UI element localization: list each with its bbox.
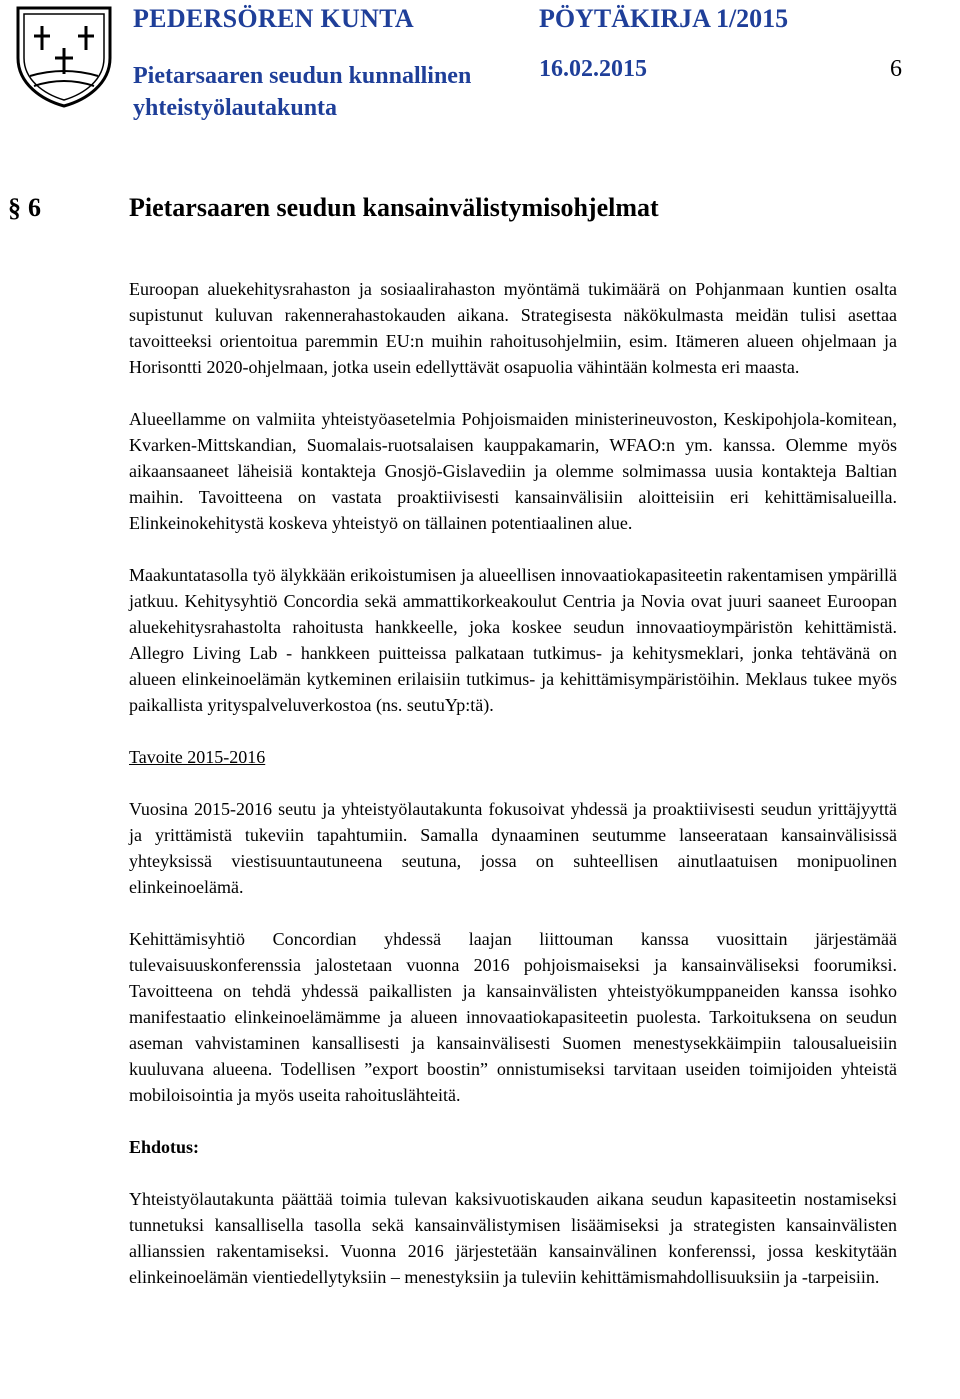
municipal-crest-icon <box>12 4 116 108</box>
paragraph: Alueellamme on valmiita yhteistyöasetelmia Pohjoismaiden ministerineuvoston, Keskipohjola-komitean, Kvarken-Mittskandian, Suomalais-ruotsalaisen kauppakamarin, WFAO:n ym. kanssa. Olemme myös aikaansaaneet läheisiä kontakteja Gnosjö-Gislavediin ja olemme solmimassa uusia kontakteja Baltian maihin. Tavoitteena on vastata proaktiivisesti kansainvälisiin aloitteisiin eri kehittämisalueilla. Elinkeinokehitystä koskeva yhteistyö on tällainen potentiaalinen alue. <box>129 409 897 533</box>
goal-heading: Tavoite 2015-2016 <box>129 747 266 767</box>
section-heading <box>0 193 960 237</box>
document-date: 16.02.2015 <box>539 56 647 82</box>
document-body <box>129 276 897 1316</box>
document-type: PÖYTÄKIRJA 1/2015 <box>539 4 789 33</box>
section-title: Pietarsaaren seudun kansainvälistymisohjelmat <box>129 193 659 222</box>
document-header <box>0 0 960 140</box>
section-symbol: § <box>8 193 21 222</box>
section-number: 6 <box>28 193 41 222</box>
proposal-heading: Ehdotus: <box>129 1137 200 1157</box>
committee-name: Pietarsaaren seudun kunnallinen yhteistyölautakunta <box>133 63 472 121</box>
paragraph: Maakuntatasolla työ älykkään erikoistumisen ja alueellisen innovaatiokapasiteetin rakentamisen ympärillä jatkuu. Kehitysyhtiö Concordia sekä ammattikorkeakoulut Centria ja Novia ovat juuri saaneet Euroopan aluekehitysrahastolta rahoitusta hankkeelle, joka koskee seudun innovaatioympäristön kehittämistä. Allegro Living Lab - hankkeen puitteissa palkataan tutkimus- ja kehitysmeklari, jonka tehtävänä on alueen elinkeinoelämän kytkeminen erilaisiin tutkimus- ja kehittämisympäristöihin. Meklaus tukee myös paikallista yrityspalveluverkostoa (ns. seutuYp:tä). <box>129 565 897 715</box>
organization-name: PEDERSÖREN KUNTA <box>133 4 414 33</box>
paragraph: Kehittämisyhtiö Concordian yhdessä laajan liittouman kanssa vuosittain järjestämää tulevaisuuskonferenssia jalostetaan vuonna 2016 pohjoismaiseksi ja kansainväliseksi foorumiksi. Tavoitteena on tehdä yhdessä paikallisten ja kansainvälisten yhteistyökumppaneiden kanssa isohko manifestaatio elinkeinoelämämme ja alueen innovaatiokapasiteetin puolesta. Tarkoituksena on seudun aseman vahvistaminen kansallisesti ja kansainvälisesti Suomen menestysekkäimpiin talousalueisiin kuuluvana alueena. Todellisen ”export boostin” onnistumiseksi tarvitaan useiden toimijoiden yhteistä mobiloisointia ja myös useita rahoituslähteitä. <box>129 929 897 1105</box>
paragraph: Vuosina 2015-2016 seutu ja yhteistyölautakunta fokusoivat yhdessä ja proaktiivisesti seudun yrittäjyyttä ja yrittämistä tukeviin tapahtumiin. Samalla dynaaminen seutumme lanseerataan kansainvälisissä yhteyksissä viestisuuntautuneena seutuna, jossa on suhteellisen ainutlaatuisen monipuolinen elinkeinoelämä. <box>129 799 897 897</box>
page-number: 6 <box>890 56 902 82</box>
proposal-paragraph: Yhteistyölautakunta päättää toimia tulevan kaksivuotiskauden aikana seudun kapasiteetin nostamiseksi tunnetuksi kansallisella tasolla sekä kansainvälistymisen lisäämiseksi ja strategisten kansainvälisten allianssien rakentamiseksi. Vuonna 2016 järjestetään kansainvälinen konferenssi, jossa keskitytään elinkeinoelämän vientiedellytyksiin – menestyksiin ja tuleviin kehittämismahdollisuuksiin ja -tarpeisiin. <box>129 1189 897 1287</box>
paragraph: Euroopan aluekehitysrahaston ja sosiaalirahaston myöntämä tukimäärä on Pohjanmaan kuntien osalta supistunut kuluvan rakennerahastokauden aikana. Strategisesta näkökulmasta meidän tulisi asettaa tavoitteeksi orientoitua paremmin EU:n muihin rahoitusohjelmiin, esim. Itämeren alueen ohjelmaan ja Horisontti 2020-ohjelmaan, jotka usein edellyttävät osapuolia vähintään kolmesta eri maasta. <box>129 279 897 377</box>
